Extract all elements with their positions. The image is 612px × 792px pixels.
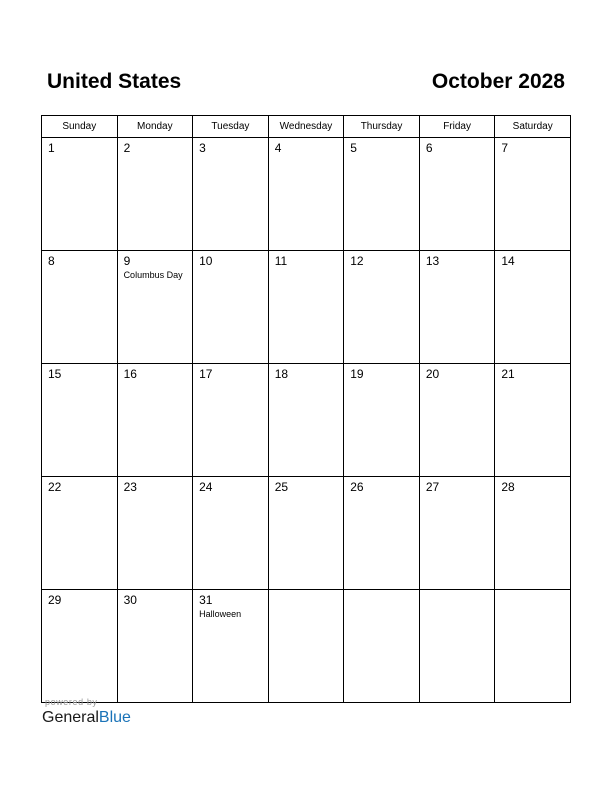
day-cell xyxy=(495,477,571,590)
day-number: 23 xyxy=(123,480,137,494)
day-number: 27 xyxy=(425,480,440,494)
day-number: 10 xyxy=(199,254,213,268)
day-number: 14 xyxy=(501,254,515,268)
week-row-5 xyxy=(42,590,571,703)
day-number: 30 xyxy=(123,593,137,607)
day-cell xyxy=(42,251,118,364)
day-number: 18 xyxy=(274,367,289,381)
day-number: 15 xyxy=(48,367,62,381)
day-cell xyxy=(419,251,495,364)
day-number: 22 xyxy=(48,480,62,494)
day-number: 19 xyxy=(350,367,364,381)
weekday-wednesday: Wednesday xyxy=(268,116,344,138)
brand-general-text: General xyxy=(42,709,99,726)
day-cell xyxy=(117,477,193,590)
day-number: 12 xyxy=(350,254,364,268)
brand-blue-text: Blue xyxy=(98,709,131,726)
day-cell xyxy=(42,138,118,251)
weekday-monday: Monday xyxy=(117,116,193,138)
day-number: 26 xyxy=(350,480,364,494)
day-number: 3 xyxy=(199,141,206,155)
day-cell xyxy=(268,477,344,590)
day-cell xyxy=(193,477,269,590)
day-number: 17 xyxy=(199,367,213,381)
day-number: 16 xyxy=(123,367,137,381)
day-number: 25 xyxy=(274,480,289,494)
day-cell xyxy=(268,590,344,703)
holiday-label: Halloween xyxy=(199,609,242,619)
day-cell xyxy=(495,364,571,477)
powered-by-text: powered by xyxy=(45,697,98,707)
country-title: United States xyxy=(47,70,182,93)
day-number: 6 xyxy=(425,141,433,155)
month-year-title: October 2028 xyxy=(431,70,565,93)
day-cell xyxy=(268,364,344,477)
day-cell xyxy=(344,477,420,590)
day-number: 2 xyxy=(123,141,131,155)
day-cell xyxy=(193,138,269,251)
generalblue-logo[interactable] xyxy=(42,709,131,727)
day-cell xyxy=(117,590,193,703)
weekday-tuesday: Tuesday xyxy=(193,116,269,138)
day-number: 28 xyxy=(501,480,515,494)
day-cell xyxy=(419,477,495,590)
week-row-1 xyxy=(42,138,571,251)
day-number: 4 xyxy=(274,141,282,155)
day-cell xyxy=(268,138,344,251)
day-cell xyxy=(344,364,420,477)
day-number: 29 xyxy=(48,593,62,607)
day-number: 5 xyxy=(350,141,357,155)
day-cell xyxy=(344,138,420,251)
week-row-2 xyxy=(42,251,571,364)
day-cell xyxy=(193,251,269,364)
day-cell xyxy=(344,590,420,703)
holiday-label: Columbus Day xyxy=(123,270,183,280)
day-number: 11 xyxy=(274,254,288,268)
day-cell xyxy=(193,364,269,477)
weekday-friday: Friday xyxy=(419,116,495,138)
day-number: 7 xyxy=(501,141,509,155)
weekday-thursday: Thursday xyxy=(344,116,420,138)
day-number: 8 xyxy=(48,254,55,268)
weekday-header-row xyxy=(42,116,571,138)
day-number: 31 xyxy=(199,593,213,607)
calendar-grid xyxy=(41,115,571,703)
day-cell xyxy=(117,138,193,251)
day-cell xyxy=(419,590,495,703)
day-cell xyxy=(495,251,571,364)
day-cell xyxy=(268,251,344,364)
day-cell xyxy=(495,590,571,703)
day-cell xyxy=(495,138,571,251)
day-number: 13 xyxy=(425,254,440,268)
day-cell xyxy=(419,138,495,251)
day-number: 9 xyxy=(123,254,131,268)
weekday-saturday: Saturday xyxy=(495,116,571,138)
week-row-3 xyxy=(42,364,571,477)
day-number: 21 xyxy=(501,367,515,381)
week-row-4 xyxy=(42,477,571,590)
day-cell xyxy=(42,590,118,703)
day-cell xyxy=(117,364,193,477)
day-number: 1 xyxy=(48,141,55,155)
day-cell xyxy=(193,590,269,703)
day-number: 20 xyxy=(425,367,440,381)
weekday-sunday: Sunday xyxy=(42,116,118,138)
day-cell xyxy=(42,477,118,590)
day-cell xyxy=(117,251,193,364)
day-cell xyxy=(42,364,118,477)
day-cell xyxy=(419,364,495,477)
day-number: 24 xyxy=(199,480,213,494)
day-cell xyxy=(344,251,420,364)
